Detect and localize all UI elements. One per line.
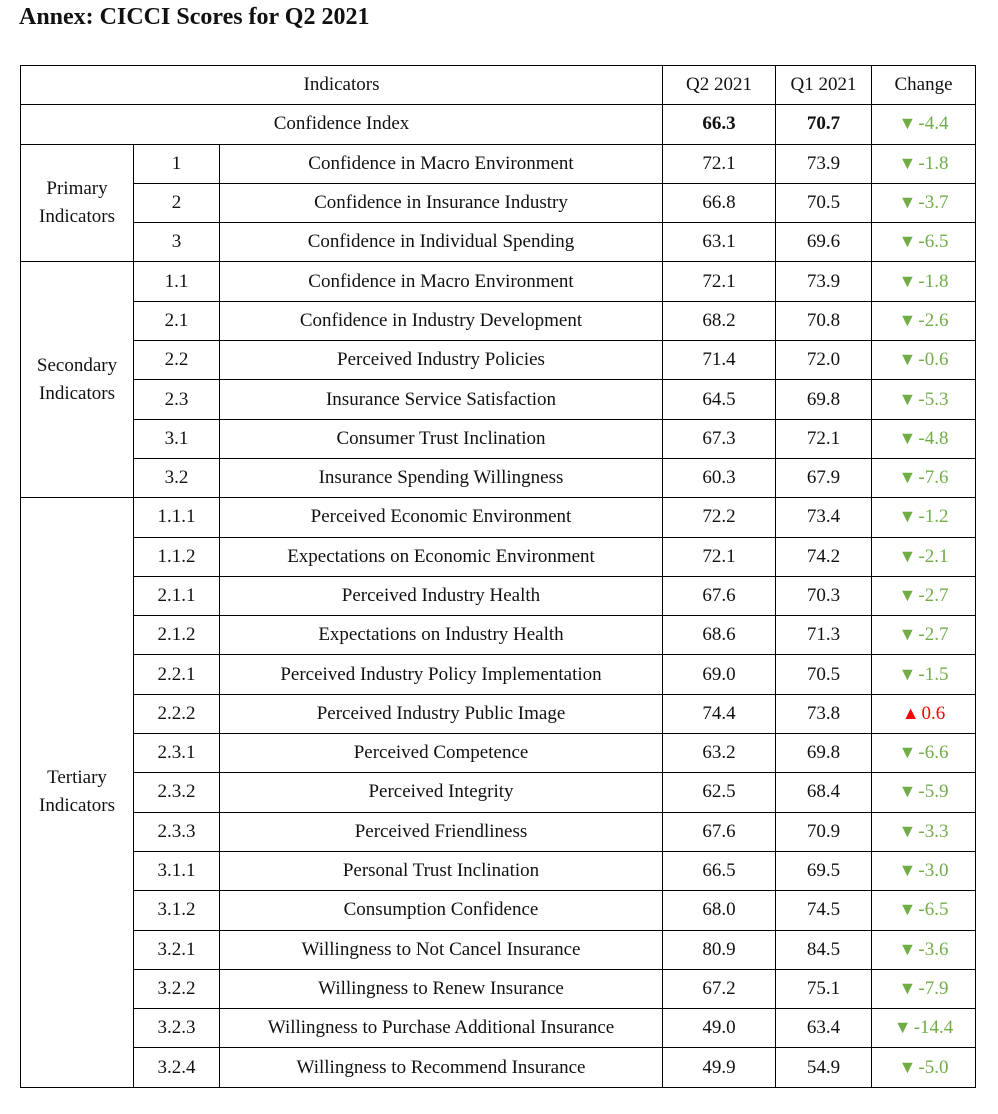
change-value: -1.8 (918, 270, 949, 292)
q2-score: 63.1 (663, 223, 776, 262)
confidence-index-q2: 66.3 (663, 105, 776, 144)
indicator-name: Perceived Industry Health (220, 576, 663, 615)
change-cell (872, 930, 976, 969)
change-cell (872, 576, 976, 615)
indicator-name: Perceived Economic Environment (220, 498, 663, 537)
q1-score: 69.8 (776, 380, 872, 419)
table-row (21, 616, 976, 655)
indicator-code: 3.1.2 (134, 891, 220, 930)
change-cell (872, 773, 976, 812)
indicator-name: Confidence in Macro Environment (220, 144, 663, 183)
down-triangle-icon: ▼ (898, 192, 917, 213)
indicator-code: 3.2.3 (134, 1009, 220, 1048)
change-cell (872, 419, 976, 458)
table-row (21, 341, 976, 380)
down-triangle-icon: ▼ (898, 270, 917, 291)
indicator-name: Perceived Industry Policies (220, 341, 663, 380)
indicator-code: 3.2.2 (134, 969, 220, 1008)
down-triangle-icon: ▼ (898, 152, 917, 173)
indicator-code: 1 (134, 144, 220, 183)
change-value: -2.1 (918, 545, 949, 567)
indicator-name: Willingness to Renew Insurance (220, 969, 663, 1008)
up-triangle-icon: ▲ (901, 702, 920, 723)
q2-score: 72.1 (663, 144, 776, 183)
q2-score: 64.5 (663, 380, 776, 419)
change-cell (872, 655, 976, 694)
change-cell (872, 734, 976, 773)
q1-score: 70.8 (776, 301, 872, 340)
q2-score: 80.9 (663, 930, 776, 969)
q2-score: 63.2 (663, 734, 776, 773)
header-indicators: Indicators (21, 66, 663, 105)
change-cell (872, 262, 976, 301)
indicator-name: Willingness to Not Cancel Insurance (220, 930, 663, 969)
table-row (21, 380, 976, 419)
q1-score: 69.8 (776, 734, 872, 773)
q2-score: 67.6 (663, 812, 776, 851)
indicator-name: Confidence in Individual Spending (220, 223, 663, 262)
table-row (21, 851, 976, 890)
q1-score: 74.5 (776, 891, 872, 930)
q2-score: 67.2 (663, 969, 776, 1008)
change-cell (872, 498, 976, 537)
down-triangle-icon: ▼ (898, 506, 917, 527)
down-triangle-icon: ▼ (898, 349, 917, 370)
q2-score: 68.0 (663, 891, 776, 930)
q2-score: 68.2 (663, 301, 776, 340)
q2-score: 67.3 (663, 419, 776, 458)
q1-score: 63.4 (776, 1009, 872, 1048)
page-title: Annex: CICCI Scores for Q2 2021 (19, 4, 370, 30)
change-value: -3.6 (918, 938, 949, 960)
indicator-code: 3.2.1 (134, 930, 220, 969)
change-value: -5.9 (918, 781, 949, 803)
change-cell (872, 812, 976, 851)
q1-score: 72.1 (776, 419, 872, 458)
indicator-name: Personal Trust Inclination (220, 851, 663, 890)
confidence-index-q1: 70.7 (776, 105, 872, 144)
table-row (21, 930, 976, 969)
indicator-code: 2.2 (134, 341, 220, 380)
indicator-name: Insurance Service Satisfaction (220, 380, 663, 419)
table-row (21, 969, 976, 1008)
table-header-row (21, 66, 976, 105)
q1-score: 68.4 (776, 773, 872, 812)
q1-score: 73.8 (776, 694, 872, 733)
change-cell (872, 183, 976, 222)
table-row (21, 498, 976, 537)
q1-score: 70.5 (776, 183, 872, 222)
q2-score: 74.4 (663, 694, 776, 733)
change-value: -3.0 (918, 860, 949, 882)
change-value: -1.8 (918, 152, 949, 174)
indicator-code: 3.1 (134, 419, 220, 458)
confidence-index-change-value: -4.4 (918, 113, 949, 135)
change-value: -3.3 (918, 820, 949, 842)
q2-score: 69.0 (663, 655, 776, 694)
change-value: -7.9 (918, 977, 949, 999)
change-value: -2.7 (918, 585, 949, 606)
q2-score: 67.6 (663, 576, 776, 615)
change-cell (872, 341, 976, 380)
table-row (21, 891, 976, 930)
change-value: -1.5 (918, 663, 949, 685)
change-value: -2.6 (918, 309, 949, 331)
q1-score: 54.9 (776, 1048, 872, 1087)
change-value: 0.6 (921, 702, 946, 724)
indicator-name: Willingness to Purchase Additional Insurance (220, 1009, 663, 1048)
indicator-name: Confidence in Macro Environment (220, 262, 663, 301)
table-row (21, 812, 976, 851)
group-label: Primary Indicators (21, 144, 134, 262)
change-value: -14.4 (913, 1017, 954, 1039)
change-value: -1.2 (918, 506, 949, 528)
q1-score: 73.9 (776, 144, 872, 183)
q2-score: 60.3 (663, 458, 776, 497)
down-triangle-icon: ▼ (898, 427, 917, 448)
indicator-code: 3.1.1 (134, 851, 220, 890)
change-value: -2.7 (918, 624, 949, 646)
table-row (21, 183, 976, 222)
change-cell (872, 223, 976, 262)
change-cell (872, 694, 976, 733)
down-triangle-icon: ▼ (893, 1017, 912, 1038)
indicator-name: Perceived Integrity (220, 773, 663, 812)
confidence-index-label: Confidence Index (21, 105, 663, 144)
q1-score: 70.5 (776, 655, 872, 694)
indicator-code: 2.1 (134, 301, 220, 340)
indicator-name: Expectations on Industry Health (220, 616, 663, 655)
indicator-name: Perceived Friendliness (220, 812, 663, 851)
change-value: -6.5 (918, 899, 949, 921)
indicator-code: 2.3.2 (134, 773, 220, 812)
indicator-code: 2.3 (134, 380, 220, 419)
q2-score: 49.0 (663, 1009, 776, 1048)
q2-score: 72.1 (663, 537, 776, 576)
table-row (21, 1048, 976, 1087)
down-triangle-icon: ▼ (898, 899, 917, 920)
q2-score: 62.5 (663, 773, 776, 812)
change-value: -5.3 (918, 388, 949, 410)
scores-table (20, 65, 976, 1088)
q1-score: 75.1 (776, 969, 872, 1008)
indicator-code: 2.3.3 (134, 812, 220, 851)
q1-score: 74.2 (776, 537, 872, 576)
q1-score: 73.9 (776, 262, 872, 301)
change-value: -5.0 (918, 1056, 949, 1078)
indicator-code: 1.1.2 (134, 537, 220, 576)
change-cell (872, 380, 976, 419)
down-triangle-icon: ▼ (898, 820, 917, 841)
table-row (21, 734, 976, 773)
header-change: Change (872, 66, 976, 105)
q1-score: 67.9 (776, 458, 872, 497)
confidence-index-change (872, 105, 976, 144)
q2-score: 49.9 (663, 1048, 776, 1087)
table-row (21, 419, 976, 458)
header-q2: Q2 2021 (663, 66, 776, 105)
indicator-code: 3 (134, 223, 220, 262)
indicator-code: 1.1 (134, 262, 220, 301)
q1-score: 70.3 (776, 576, 872, 615)
down-triangle-icon: ▼ (898, 309, 917, 330)
table-row (21, 694, 976, 733)
change-cell (872, 301, 976, 340)
q2-score: 66.5 (663, 851, 776, 890)
table-row (21, 537, 976, 576)
indicator-name: Perceived Industry Public Image (220, 694, 663, 733)
indicator-code: 1.1.1 (134, 498, 220, 537)
table-row (21, 655, 976, 694)
indicator-name: Confidence in Insurance Industry (220, 183, 663, 222)
change-cell (872, 969, 976, 1008)
q1-score: 70.9 (776, 812, 872, 851)
change-value: -6.5 (918, 231, 949, 253)
q1-score: 69.6 (776, 223, 872, 262)
down-triangle-icon: ▼ (898, 1056, 917, 1077)
down-triangle-icon: ▼ (898, 585, 917, 605)
table-row (21, 223, 976, 262)
indicator-name: Perceived Competence (220, 734, 663, 773)
q2-score: 71.4 (663, 341, 776, 380)
indicator-name: Confidence in Industry Development (220, 301, 663, 340)
q1-score: 73.4 (776, 498, 872, 537)
down-triangle-icon: ▼ (898, 938, 917, 959)
table-row (21, 458, 976, 497)
change-value: -0.6 (918, 349, 949, 371)
change-cell (872, 891, 976, 930)
q1-score: 72.0 (776, 341, 872, 380)
down-triangle-icon: ▼ (898, 977, 917, 998)
down-triangle-icon: ▼ (898, 781, 917, 802)
change-cell (872, 537, 976, 576)
change-value: -7.6 (918, 467, 949, 489)
indicator-code: 3.2 (134, 458, 220, 497)
indicator-code: 2.1.2 (134, 616, 220, 655)
indicator-code: 2.2.1 (134, 655, 220, 694)
change-cell (872, 851, 976, 890)
q2-score: 72.1 (663, 262, 776, 301)
indicator-code: 2.1.1 (134, 576, 220, 615)
down-triangle-icon: ▼ (898, 388, 917, 409)
down-triangle-icon: ▼ (898, 860, 917, 881)
indicator-name: Consumer Trust Inclination (220, 419, 663, 458)
indicator-code: 2.2.2 (134, 694, 220, 733)
table-row (21, 576, 976, 615)
change-cell (872, 616, 976, 655)
change-value: -4.8 (918, 427, 949, 449)
down-triangle-icon: ▼ (898, 742, 917, 763)
q1-score: 69.5 (776, 851, 872, 890)
change-value: -3.7 (918, 192, 949, 214)
q2-score: 72.2 (663, 498, 776, 537)
down-triangle-icon: ▼ (898, 624, 917, 645)
q2-score: 68.6 (663, 616, 776, 655)
confidence-index-row (21, 105, 976, 144)
table-row (21, 144, 976, 183)
indicator-name: Expectations on Economic Environment (220, 537, 663, 576)
group-label: Tertiary Indicators (21, 498, 134, 1087)
q1-score: 71.3 (776, 616, 872, 655)
table-row (21, 262, 976, 301)
down-triangle-icon: ▼ (898, 663, 917, 684)
change-cell (872, 1048, 976, 1087)
indicator-code: 2 (134, 183, 220, 222)
indicator-name: Insurance Spending Willingness (220, 458, 663, 497)
indicator-code: 2.3.1 (134, 734, 220, 773)
indicator-name: Willingness to Recommend Insurance (220, 1048, 663, 1087)
change-value: -6.6 (918, 742, 949, 764)
q1-score: 84.5 (776, 930, 872, 969)
table-row (21, 1009, 976, 1048)
q2-score: 66.8 (663, 183, 776, 222)
change-cell (872, 144, 976, 183)
down-triangle-icon: ▼ (898, 231, 917, 252)
indicator-name: Consumption Confidence (220, 891, 663, 930)
down-triangle-icon: ▼ (898, 467, 917, 488)
change-cell (872, 1009, 976, 1048)
down-triangle-icon: ▼ (898, 113, 917, 134)
change-cell (872, 458, 976, 497)
indicator-name: Perceived Industry Policy Implementation (220, 655, 663, 694)
down-triangle-icon: ▼ (898, 545, 917, 566)
table-row (21, 773, 976, 812)
indicator-code: 3.2.4 (134, 1048, 220, 1087)
table-row (21, 301, 976, 340)
header-q1: Q1 2021 (776, 66, 872, 105)
group-label: Secondary Indicators (21, 262, 134, 498)
